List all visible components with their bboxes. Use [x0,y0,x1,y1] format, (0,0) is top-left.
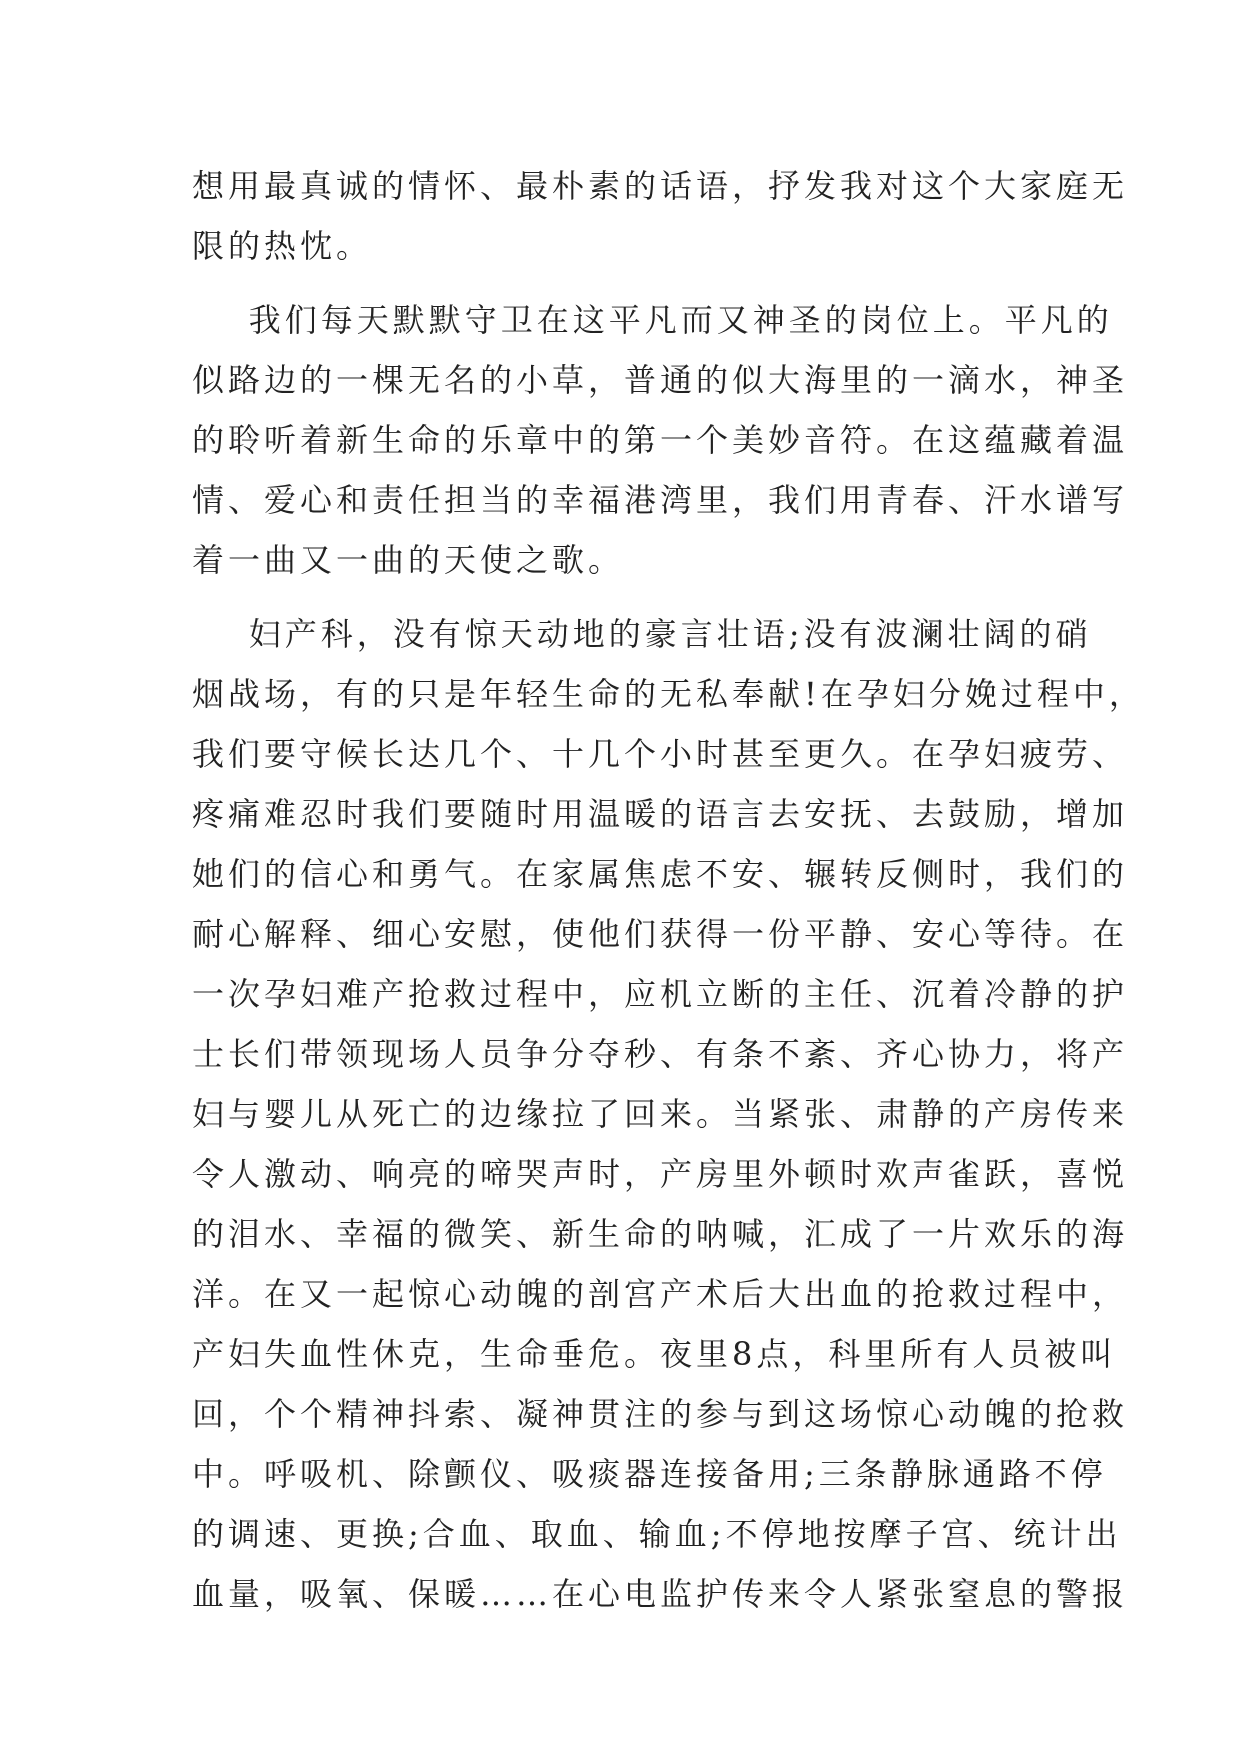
text-line: 疼痛难忍时我们要随时用温暖的语言去安抚、去鼓励，增加 [192,795,1129,833]
body-text [192,156,1145,1624]
text-line: 着一曲又一曲的天使之歌。 [192,541,625,579]
text-line: 回，个个精神抖索、凝神贯注的参与到这场惊心动魄的抢救 [192,1395,1129,1433]
text-line: 烟战场，有的只是年轻生命的无私奉献!在孕妇分娩过程中， [192,675,1145,713]
text-line: 血量，吸氧、保暖……在心电监护传来令人紧张窒息的警报 [192,1575,1129,1613]
text-line: 妇与婴儿从死亡的边缘拉了回来。当紧张、肃静的产房传来 [192,1095,1129,1133]
paragraph-gap [192,276,1064,290]
text-line: 产妇失血性休克，生命垂危。夜里8点，科里所有人员被叫 [192,1335,1117,1373]
text-line: 妇产科，没有惊天动地的豪言壮语;没有波澜壮阔的硝 [192,615,1092,653]
paragraph-gap [192,590,1064,604]
text-line: 的调速、更换;合血、取血、输血;不停地按摩子宫、统计出 [192,1515,1122,1553]
text-line: 的泪水、幸福的微笑、新生命的呐喊，汇成了一片欢乐的海 [192,1215,1129,1253]
text-line: 似路边的一棵无名的小草，普通的似大海里的一滴水，神圣 [192,361,1129,399]
text-line: 洋。在又一起惊心动魄的剖宫产术后大出血的抢救过程中， [192,1275,1129,1313]
text-line: 限的热忱。 [192,227,373,265]
text-line: 耐心解释、细心安慰，使他们获得一份平静、安心等待。在 [192,915,1129,953]
text-line: 情、爱心和责任担当的幸福港湾里，我们用青春、汗水谱写 [192,481,1129,519]
text-line: 士长们带领现场人员争分夺秒、有条不紊、齐心协力，将产 [192,1035,1129,1073]
text-line: 我们每天默默守卫在这平凡而又神圣的岗位上。平凡的 [192,301,1113,339]
text-line: 一次孕妇难产抢救过程中，应机立断的主任、沉着冷静的护 [192,975,1129,1013]
text-line: 想用最真诚的情怀、最朴素的话语，抒发我对这个大家庭无 [192,167,1129,205]
text-line: 中。呼吸机、除颤仪、吸痰器连接备用;三条静脉通路不停 [192,1455,1107,1493]
text-line: 的聆听着新生命的乐章中的第一个美妙音符。在这蕴藏着温 [192,421,1129,459]
text-line: 我们要守候长达几个、十几个小时甚至更久。在孕妇疲劳、 [192,735,1129,773]
text-line: 令人激动、响亮的啼哭声时，产房里外顿时欢声雀跃，喜悦 [192,1155,1129,1193]
text-line: 她们的信心和勇气。在家属焦虑不安、辗转反侧时，我们的 [192,855,1129,893]
